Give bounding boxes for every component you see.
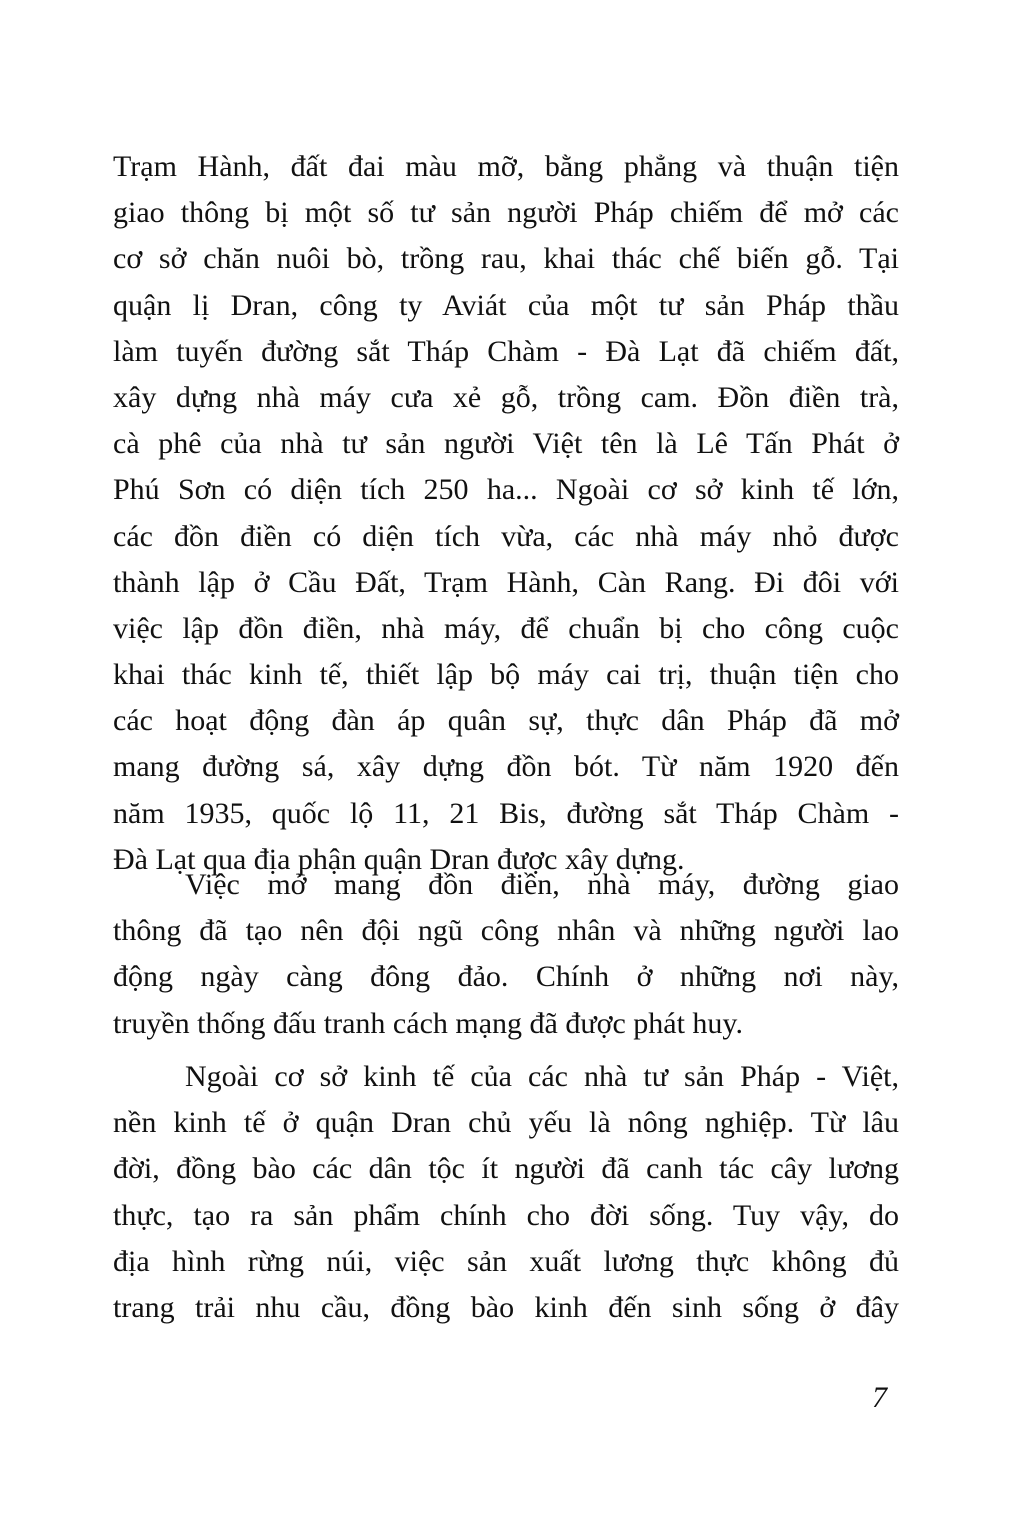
paragraph-3: [113, 1054, 899, 1331]
text-line: Ngoài cơ sở kinh tế của các nhà tư sản Pháp - Việt,: [185, 1060, 899, 1093]
page-number: 7: [872, 1381, 887, 1414]
text-line: các đồn điền có diện tích vừa, các nhà máy nhỏ được: [113, 519, 899, 553]
text-line: năm 1935, quốc lộ 11, 21 Bis, đường sắt Tháp Chàm -: [113, 796, 899, 830]
text-line: làm tuyến đường sắt Tháp Chàm - Đà Lạt đã chiếm đất,: [113, 334, 899, 368]
text-line: thông đã tạo nên đội ngũ công nhân và những người lao: [113, 914, 899, 948]
text-line: đời, đồng bào các dân tộc ít người đã canh tác cây lương: [113, 1152, 899, 1186]
text-line: Đà Lạt qua địa phận quận Dran được xây dựng.: [113, 842, 685, 876]
text-line: cơ sở chăn nuôi bò, trồng rau, khai thác chế biến gỗ. Tại: [113, 242, 899, 276]
text-line: động ngày càng đông đảo. Chính ở những nơi này,: [113, 960, 899, 994]
text-line: truyền thống đấu tranh cách mạng đã được phát huy.: [113, 1006, 743, 1040]
text-line: địa hình rừng núi, việc sản xuất lương thực không đủ: [113, 1244, 899, 1278]
text-line: giao thông bị một số tư sản người Pháp chiếm để mở các: [113, 196, 899, 230]
text-line: nền kinh tế ở quận Dran chủ yếu là nông nghiệp. Từ lâu: [113, 1106, 899, 1140]
text-line: cà phê của nhà tư sản người Việt tên là Lê Tấn Phát ở: [113, 427, 899, 461]
text-line: Trạm Hành, đất đai màu mỡ, bằng phẳng và thuận tiện: [113, 150, 899, 183]
text-line: thành lập ở Cầu Đất, Trạm Hành, Càn Rang. Đi đôi với: [113, 565, 899, 599]
paragraph-1: [113, 144, 899, 883]
text-line: thực, tạo ra sản phẩm chính cho đời sống. Tuy vậy, do: [113, 1198, 899, 1232]
text-line: việc lập đồn điền, nhà máy, để chuẩn bị cho công cuộc: [113, 611, 899, 645]
text-line: trang trải nhu cầu, đồng bào kinh đến sinh sống ở đây: [113, 1290, 899, 1324]
text-line: xây dựng nhà máy cưa xẻ gỗ, trồng cam. Đồn điền trà,: [113, 380, 899, 414]
text-line: Việc mở mang đồn điền, nhà máy, đường giao: [185, 868, 899, 901]
text-line: quận lị Dran, công ty Aviát của một tư sản Pháp thầu: [113, 288, 899, 322]
text-line: mang đường sá, xây dựng đồn bót. Từ năm 1920 đến: [113, 750, 899, 784]
text-line: các hoạt động đàn áp quân sự, thực dân Pháp đã mở: [113, 704, 899, 738]
text-line: Phú Sơn có diện tích 250 ha... Ngoài cơ sở kinh tế lớn,: [113, 473, 899, 507]
text-line: khai thác kinh tế, thiết lập bộ máy cai trị, thuận tiện cho: [113, 658, 899, 692]
paragraph-2: [113, 862, 899, 1047]
